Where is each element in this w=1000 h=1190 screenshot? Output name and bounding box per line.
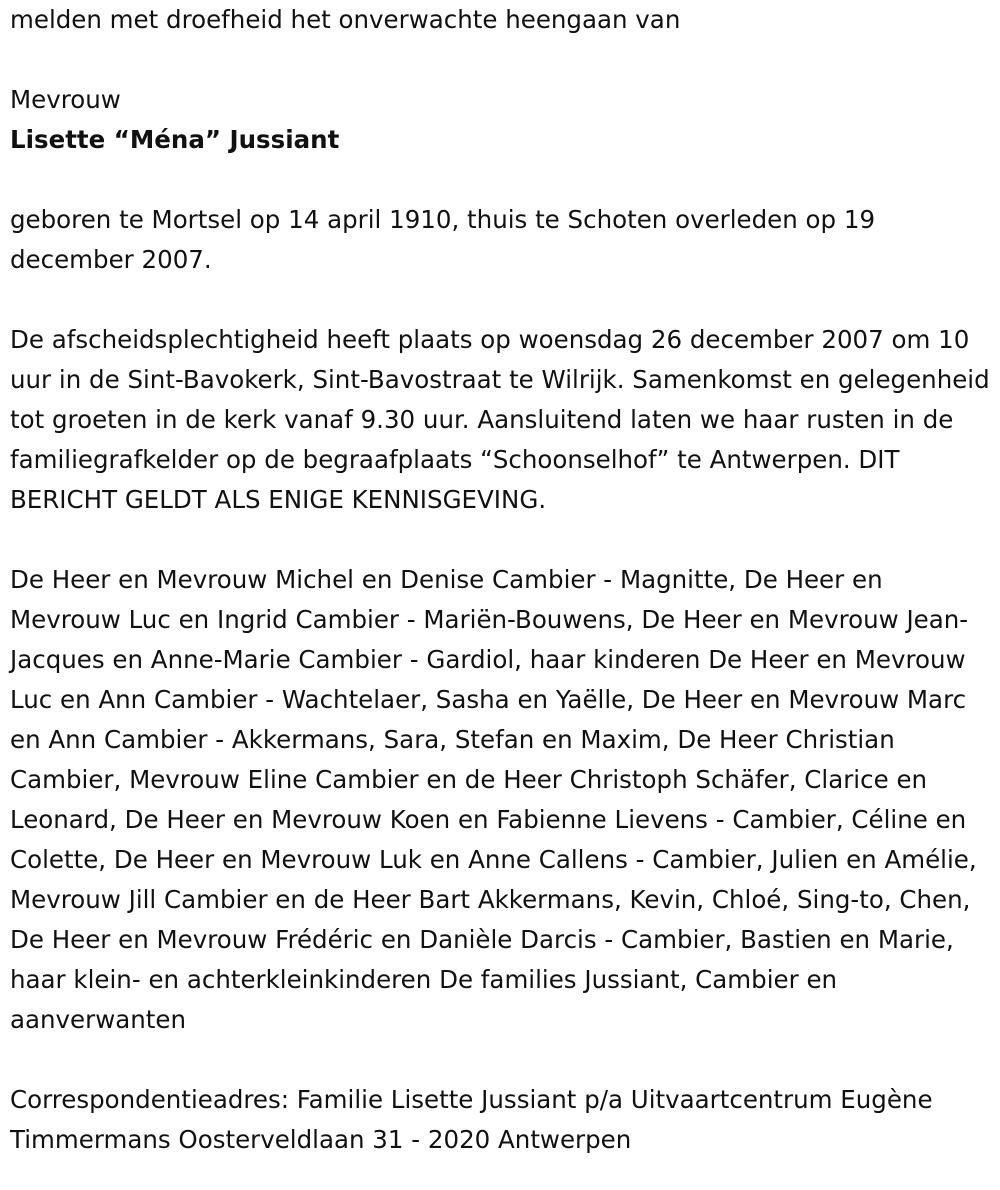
correspondence-paragraph: Correspondentieadres: Familie Lisette Jussiant p/a Uitvaartcentrum Eugène Timmermans Oosterveldlaan 31 - 2020 Antwerpen — [10, 1085, 933, 1154]
spacer — [10, 280, 995, 320]
spacer — [10, 160, 995, 200]
ceremony-paragraph: De afscheidsplechtigheid heeft plaats op woensdag 26 december 2007 om 10 uur in de Sint-Bavokerk, Sint-Bavostraat te Wilrijk. Samenkomst en gelegenheid tot groeten in de kerk vanaf 9.30 uur. Aansluitend laten we haar rusten in de familiegrafkelder op de begraafplaats “Schoonselhof” te Antwerpen. DIT BERICHT GELDT ALS ENIGE KENNISGEVING. — [10, 325, 990, 514]
intro-text: melden met droefheid het onverwachte heengaan van — [10, 5, 681, 34]
deceased-name: Lisette “Ména” Jussiant — [10, 125, 340, 154]
salutation: Mevrouw — [10, 85, 121, 114]
spacer — [10, 1040, 995, 1080]
spacer — [10, 520, 995, 560]
birth-death-paragraph: geboren te Mortsel op 14 april 1910, thuis te Schoten overleden op 19 december 2007. — [10, 205, 876, 274]
spacer — [10, 40, 995, 80]
obituary-document — [10, 0, 995, 1160]
family-paragraph: De Heer en Mevrouw Michel en Denise Cambier - Magnitte, De Heer en Mevrouw Luc en Ingrid Cambier - Mariën-Bouwens, De Heer en Mevrouw Jean-Jacques en Anne-Marie Cambier - Gardiol, haar kinderen De Heer en Mevrouw Luc en Ann Cambier - Wachtelaer, Sasha en Yaëlle, De Heer en Mevrouw Marc en Ann Cambier - Akkermans, Sara, Stefan en Maxim, De Heer Christian Cambier, Mevrouw Eline Cambier en de Heer Christoph Schäfer, Clarice en Leonard, De Heer en Mevrouw Koen en Fabienne Lievens - Cambier, Céline en Colette, De Heer en Mevrouw Luk en Anne Callens - Cambier, Julien en Amélie, Mevrouw Jill Cambier en de Heer Bart Akkermans, Kevin, Chloé, Sing-to, Chen, De Heer en Mevrouw Frédéric en Danièle Darcis - Cambier, Bastien en Marie, haar klein- en achterkleinkinderen De families Jussiant, Cambier en aanverwanten — [10, 565, 977, 1034]
